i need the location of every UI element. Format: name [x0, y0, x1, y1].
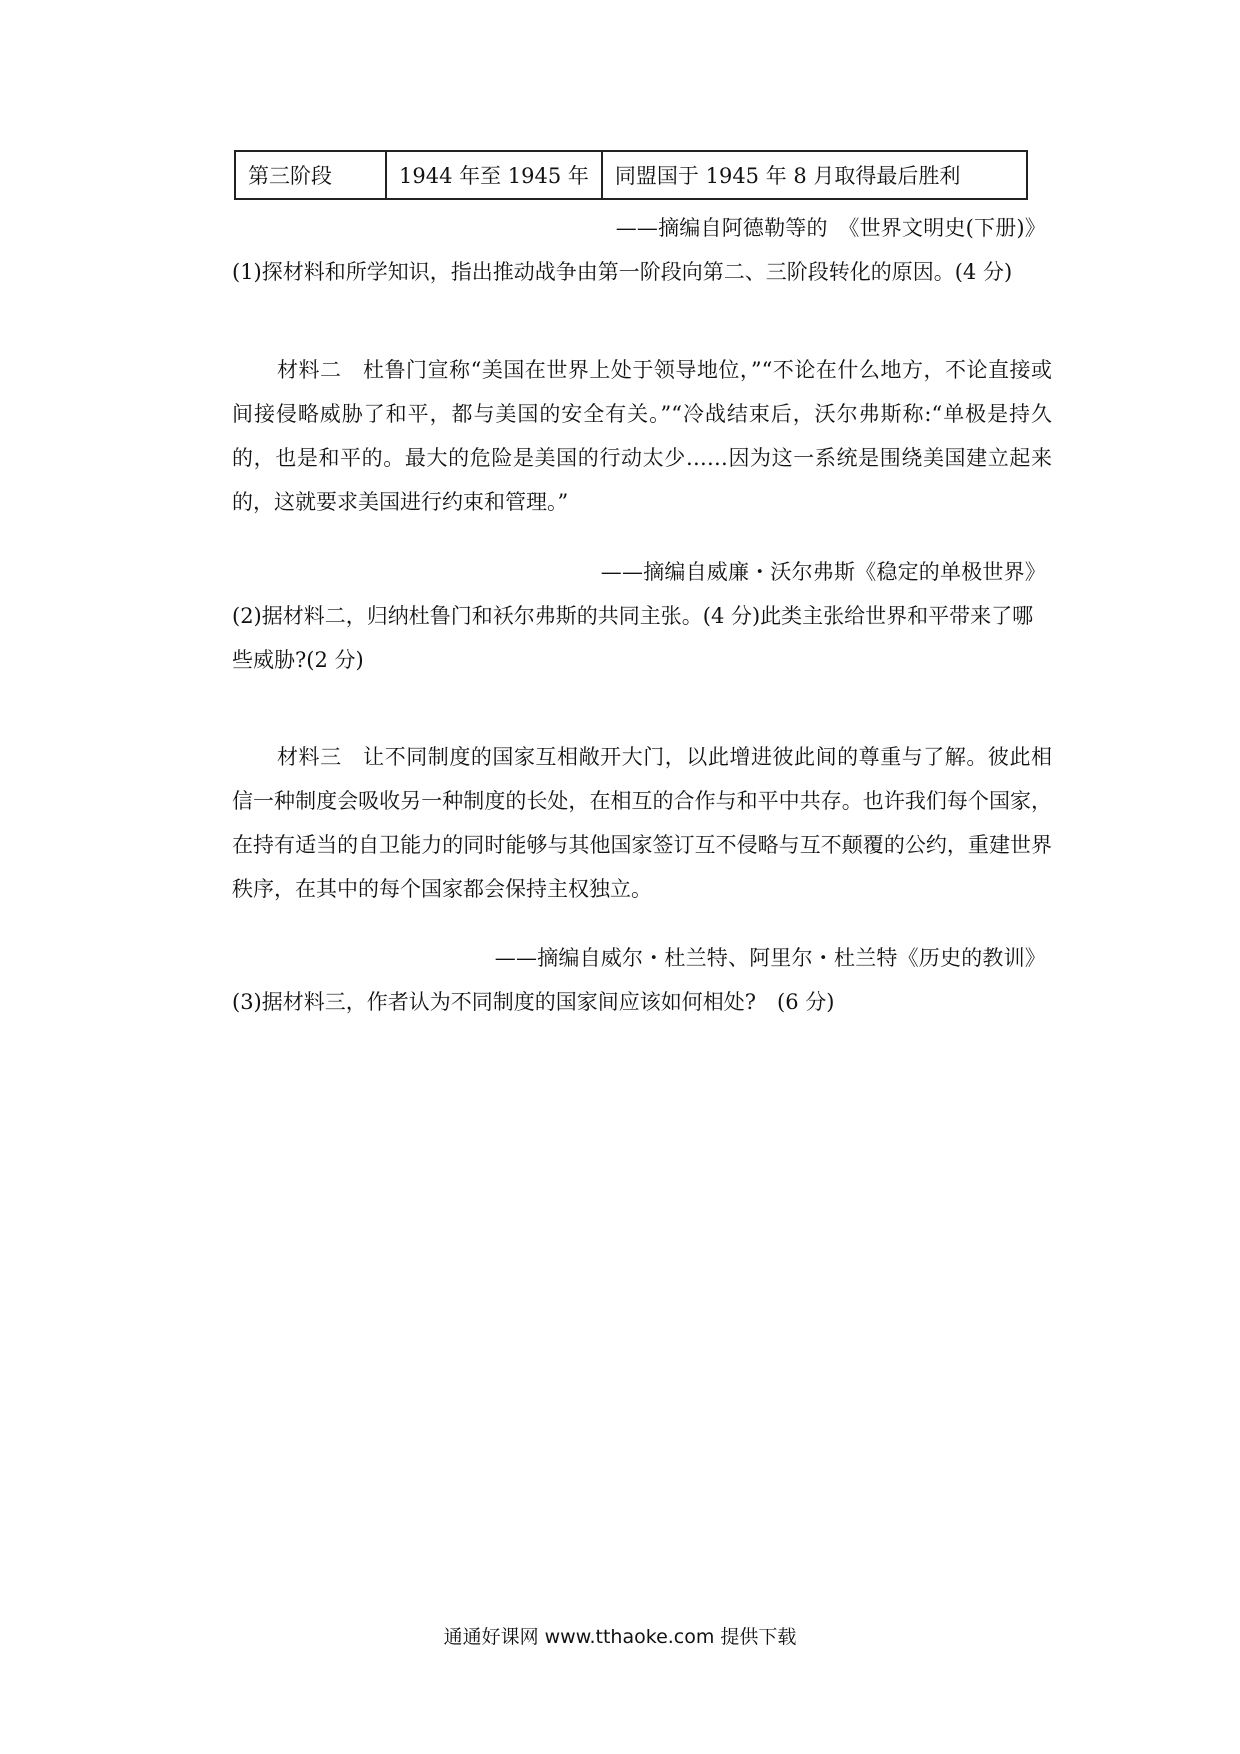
- source-citation-3: ——摘编自威尔・杜兰特、阿里尔・杜兰特《历史的教训》: [494, 946, 1046, 970]
- footer-credit: 通通好课网 www.tthaoke.com 提供下载: [443, 1626, 797, 1648]
- question-3: (3)据材料三，作者认为不同制度的国家间应该如何相处? (6 分): [232, 990, 835, 1014]
- table-cell-stage: 第三阶段: [235, 151, 386, 199]
- material-three-paragraph: 材料三 让不同制度的国家互相敞开大门，以此增进彼此间的尊重与了解。彼此相信一种制度会吸收另一种制度的长处，在相互的合作与和平中共存。也许我们每个国家，在持有适当的自卫能力的同时能够与其他国家签订互不侵略与互不颠覆的公约，重建世界秩序，在其中的每个国家都会保持主权独立。: [232, 745, 1052, 901]
- question-2: (2)据材料二，归纳杜鲁门和袄尔弗斯的共同主张。(4 分)此类主张给世界和平带来了哪些威胁?(2 分): [232, 604, 1034, 672]
- source-citation-2: ——摘编自威廉・沃尔弗斯《稳定的单极世界》: [600, 560, 1046, 584]
- table-row: [235, 151, 1027, 199]
- stage-table: [234, 150, 1028, 200]
- source-citation-1: ——摘编自阿德勒等的 《世界文明史(下册)》: [615, 216, 1046, 240]
- material-two-paragraph: 材料二 杜鲁门宣称“美国在世界上处于领导地位，”“不论在什么地方，不论直接或间接侵略威胁了和平，都与美国的安全有关。”“冷战结束后，沃尔弗斯称:“单极是持久的，也是和平的。最大的危险是美国的行动太少……因为这一系统是围绕美国建立起来的，这就要求美国进行约束和管理。”: [232, 358, 1052, 514]
- question-1: (1)探材料和所学知识，指出推动战争由第一阶段向第二、三阶段转化的原因。(4 分): [232, 260, 1013, 284]
- table-cell-period: 1944 年至 1945 年: [386, 151, 602, 199]
- table-cell-event: 同盟国于 1945 年 8 月取得最后胜利: [602, 151, 1027, 199]
